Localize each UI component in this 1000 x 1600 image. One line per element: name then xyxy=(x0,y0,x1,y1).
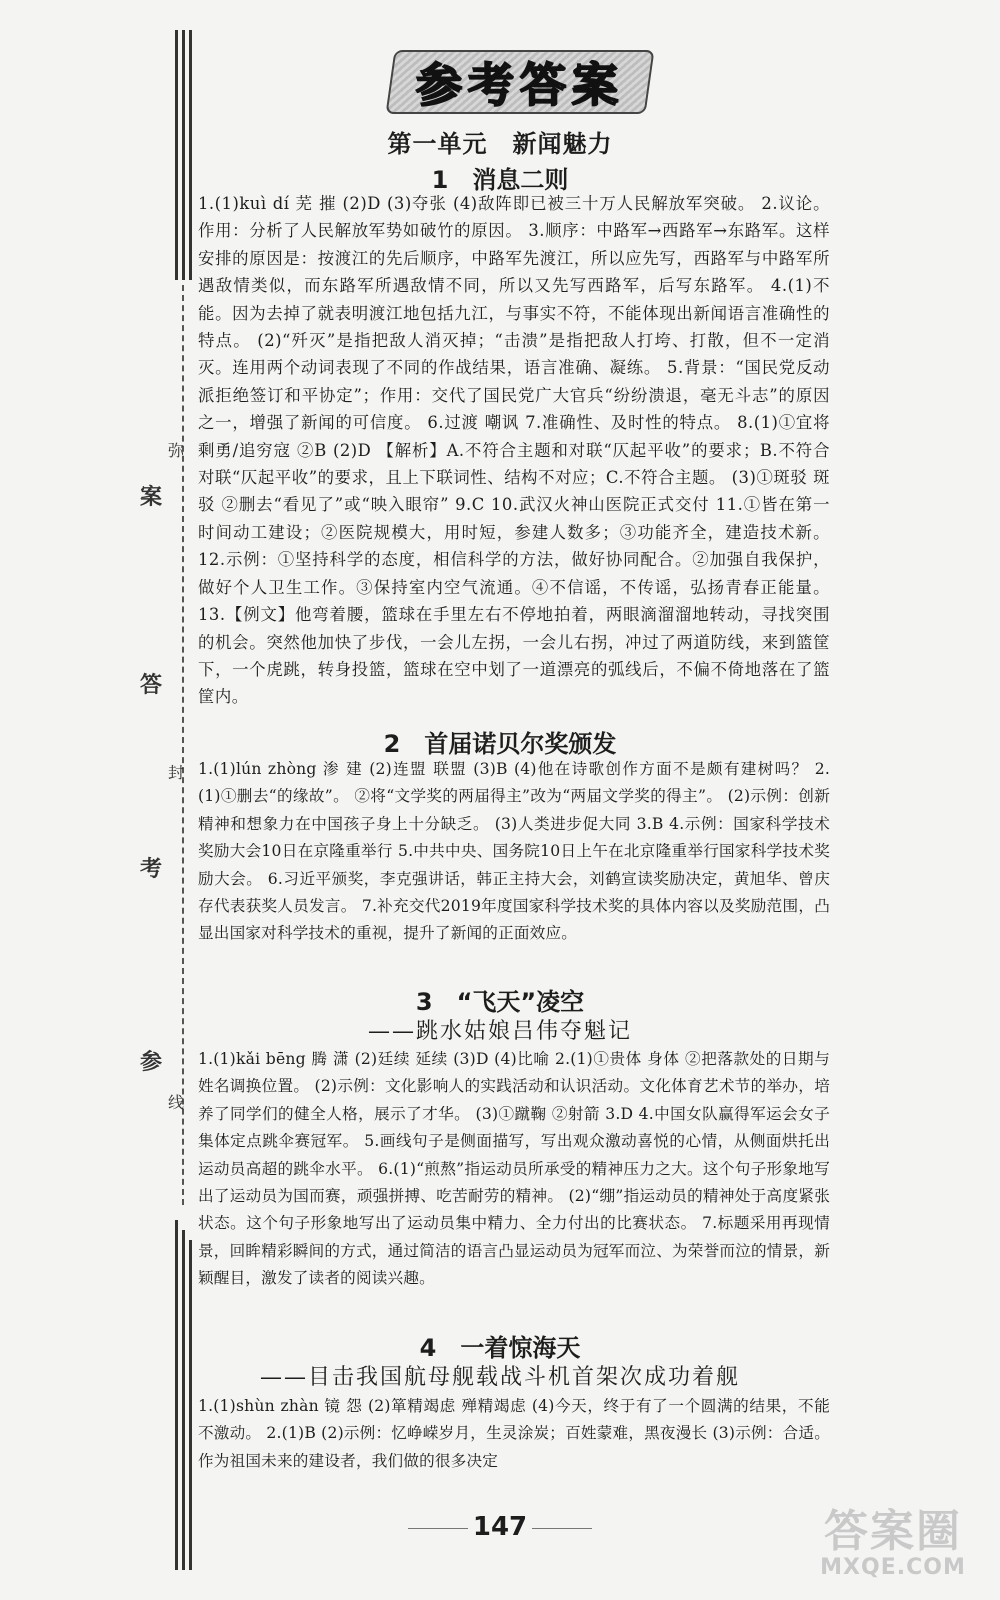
watermark-logo xyxy=(808,1495,978,1580)
margin-label: 案 xyxy=(140,484,163,510)
margin-label: 弥 xyxy=(168,441,185,460)
page-number: 147 xyxy=(472,1512,528,1542)
section-answers: 1.(1)shùn zhàn 镜 怨 (2)箪精竭虑 殚精竭虑 (4)今天，终于有了一个圆满的结果，不能不激动。 2.(1)B (2)示例：忆峥嵘岁月，生灵涂炭；百姓蒙难，黑夜漫长 (3)示例：合适。作为祖国未来的建设者，我们做的很多决定 xyxy=(198,1397,830,1470)
margin-label: 参 xyxy=(140,1049,163,1075)
section-subtitle: ——目击我国航母舰载战斗机首架次成功着舰 xyxy=(259,1365,740,1390)
section-answers: 1.(1)kǎi bēng 腾 潇 (2)廷续 延续 (3)D (4)比喻 2.(1)①贵体 身体 ②把落款处的日期与姓名调换位置。 (2)示例：文化影响人的实践活动和认识活动。文化体育艺术节的举办，培养了同学们的健全人格，展示了才华。 (3)①蹴鞠 ②射箭 3.D 4.中国女队赢得军运会女子集体定点跳伞赛冠军。 5.画线句子是侧面描写，写出观众激动喜悦的心情，从侧面烘托出运动员高超的跳伞水平。 6.(1)“煎熬”指运动员所承受的精神压力之大。这个句子形象地写出了运动员为国而赛，顽强拼搏、吃苦耐劳的精神。 (2)“绷”指运动员的精神处于高度紧张状态。这个句子形象地写出了运动员集中精力、全力付出的比赛状态。 7.标题采用再现情景，回眸精彩瞬间的方式，通过简洁的语言凸显运动员为冠军而泣、为荣誉而泣的情景，新颖醒目，激发了读者的阅读兴趣。 xyxy=(198,1050,830,1288)
section-title: 1 消息二则 xyxy=(431,166,569,194)
section-subtitle: ——跳水姑娘吕伟夺魁记 xyxy=(367,1019,632,1044)
margin-label: 考 xyxy=(140,856,163,882)
section-title: 3 “飞天”凌空 xyxy=(415,988,585,1016)
banner-title: 参考答案 xyxy=(416,58,624,112)
margin-label: 答 xyxy=(140,672,163,698)
page-number-rule xyxy=(532,1528,592,1529)
watermark-url: MXQE.COM xyxy=(820,1555,966,1580)
unit-title: 第一单元 新闻魅力 xyxy=(387,130,613,158)
margin-label: 线 xyxy=(168,1093,185,1112)
section-answers: 1.(1)kuì dí 芜 摧 (2)D (3)夺张 (4)敌阵即已被三十万人民解放军突破。 2.议论。作用：分析了人民解放军势如破竹的原因。 3.顺序：中路军→西路军→东路军。这样安排的原因是：按渡江的先后顺序，中路军先渡江，所以应先写，西路军与中路军所遇敌情类似，而东路军所遇敌情不同，所以又先写西路军，后写东路军。 4.(1)不能。因为去掉了就表明渡江地包括九江，与事实不符，不能体现出新闻语言准确性的特点。 (2)“歼灭”是指把敌人消灭掉；“击溃”是指把敌人打垮、打散，但不一定消灭。连用两个动词表现了不同的作战结果，语言准确、凝练。 5.背景：“国民党反动派拒绝签订和平协定”；作用：交代了国民党广大官兵“纷纷溃退，毫无斗志”的原因之一，增强了新闻的可信度。 6.过渡 嘲讽 7.准确性、及时性的特点。 8.(1)①宜将剩勇/追穷寇 ②B (2)D 【解析】A.不符合主题和对联“仄起平收”的要求；B.不符合对联“仄起平收”的要求，且上下联词性、结构不对应；C.不符合主题。 (3)①斑驳 斑驳 ②删去“看见了”或“映入眼帘” 9.C 10.武汉火神山医院正式交付 11.①皆在第一时间动工建设；②医院规模大，用时短，参建人数多；③功能齐全，建造技术新。 12.示例：①坚持科学的态度，相信科学的方法，做好协同配合。②加强自我保护，做好个人卫生工作。③保持室内空气流通。④不信谣，不传谣，弘扬青春正能量。 13.【例文】他弯着腰，篮球在手里左右不停地拍着，两眼滴溜溜地转动，寻找突围的机会。突然他加快了步伐，一会儿左拐，一会儿右拐，冲过了两道防线，来到篮筐下，一个虎跳，转身投篮，篮球在空中划了一道漂亮的弧线后，不偏不倚地落在了篮筐内。 xyxy=(198,194,830,707)
section-answers: 1.(1)lún zhòng 渗 建 (2)连盟 联盟 (3)B (4)他在诗歌创作方面不是颇有建树吗？ 2.(1)①删去“的缘故”。 ②将“文学奖的两届得主”改为“两届文学奖的得主”。 (2)示例：创新精神和想象力在中国孩子身上十分缺乏。 (3)人类进步促大同 3.B 4.示例：国家科学技术奖励大会10日在京隆重举行 5.中共中央、国务院10日上午在北京隆重举行国家科学技术奖励大会。 6.习近平颁奖，李克强讲话，韩正主持大会，刘鹤宣读奖励决定，黄旭华、曾庆存代表获奖人员发言。 7.补充交代2019年度国家科学技术奖的具体内容以及奖励范围，凸显出国家对科学技术的重视，提升了新闻的正面效应。 xyxy=(198,760,830,943)
watermark-text: 答案圈 xyxy=(824,1506,962,1557)
margin-label: 封 xyxy=(168,763,185,782)
section-title: 4 一着惊海天 xyxy=(419,1334,581,1362)
section-title: 2 首届诺贝尔奖颁发 xyxy=(383,730,617,758)
answers-banner xyxy=(390,50,650,114)
